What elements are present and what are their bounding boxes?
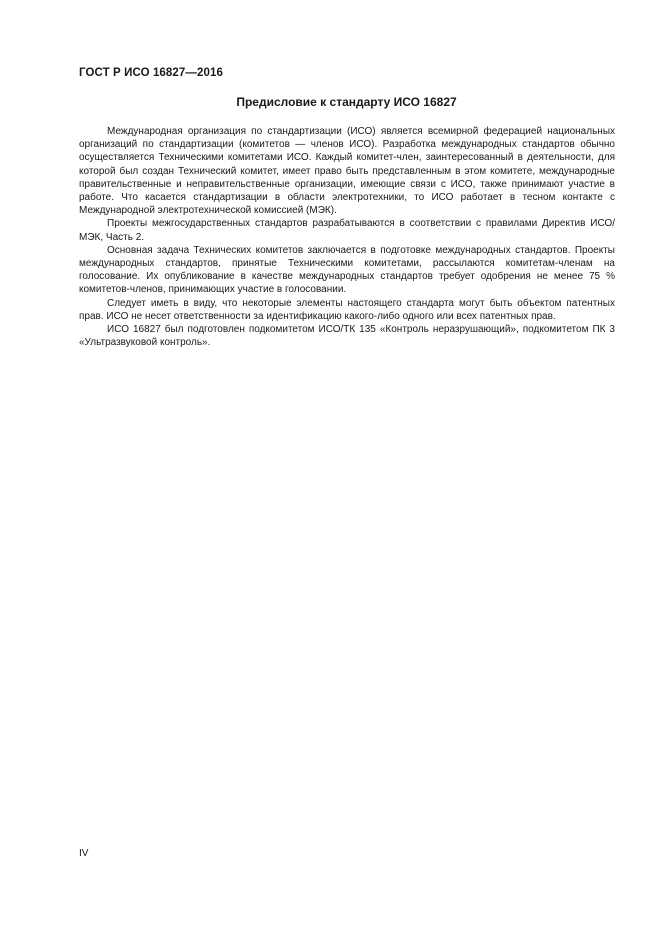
page-number: IV: [79, 848, 89, 859]
paragraph-interstate-standards: Проекты межгосударственных стандартов разрабатываются в соответствии с правилами Директив ИСО/МЭК, Часть 2.: [79, 218, 615, 243]
paragraph-patent-rights: Следует иметь в виду, что некоторые элементы настоящего стандарта могут быть объектом патентных прав. ИСО не несет ответственности за идентификацию какого-либо одного или всех патентных прав.: [79, 297, 615, 322]
page-title: Предисловие к стандарту ИСО 16827: [236, 95, 457, 109]
paragraph-prepared-by: ИСО 16827 был подготовлен подкомитетом ИСО/ТК 135 «Контроль неразрушающий», подкомитетом ПК 3 «Ультразвуковой контроль».: [79, 324, 615, 349]
paragraph-technical-committees: Основная задача Технических комитетов заключается в подготовке международных стандартов. Проекты международных стандартов, принятые Техническими комитетами, рассылаются комитетам-членам на голосование. Их опубликование в качестве международных стандартов требует одобрения не менее 75 % комитетов-членов, принимающих участие в голосовании.: [79, 244, 615, 296]
foreword-body: [79, 125, 615, 349]
document-header: ГОСТ Р ИСО 16827—2016: [79, 67, 224, 79]
paragraph-iso-organization: Международная организация по стандартизации (ИСО) является всемирной федерацией национальных организаций по стандартизации (комитетов — членов ИСО). Разработка международных стандартов обычно осуществляется Техническими комитетами ИСО. Каждый комитет-член, заинтересованный в деятельности, для которой был создан Технический комитет, имеет право быть представленным в этом комитете, международные правительственные и неправительственные организации, имеющие связи с ИСО, также принимают участие в работе. Что касается стандартизации в области электротехники, то ИСО работает в тесном контакте с Международной электротехнической комиссией (МЭК).: [79, 126, 615, 217]
